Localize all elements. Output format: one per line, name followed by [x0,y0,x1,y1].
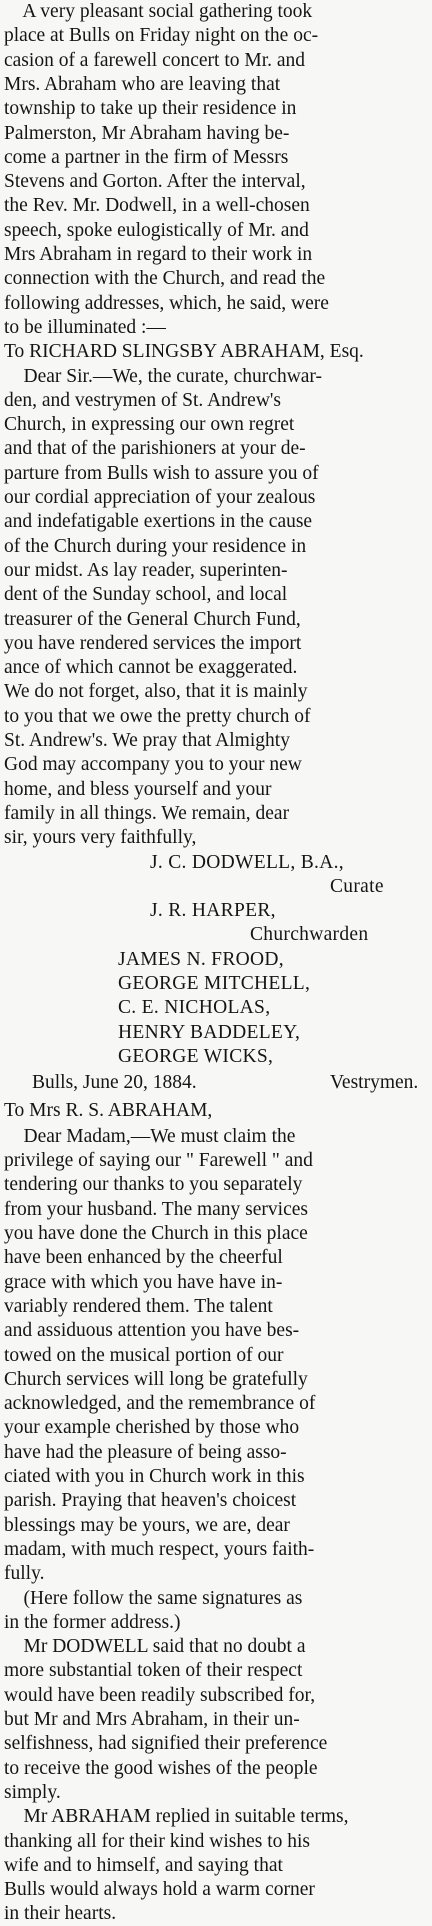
article-line: and indefatigable exertions in the cause [4,511,313,533]
article-line: place at Bulls on Friday night on the oc- [4,25,319,47]
article-line: in their hearts. [4,1903,117,1925]
article-line: acknowledged, and the remembrance of [4,1393,316,1415]
article-line: our cordial appreciation of your zealous [4,487,316,508]
article-line: ciated with you in Church work in this [4,1466,305,1487]
article-line: have been enhanced by the cheerful [4,1247,283,1269]
article-line: Mrs. Abraham who are leaving that [4,73,281,95]
article-line: come a partner in the firm of Messrs [4,146,289,168]
article-line: Mr ABRAHAM replied in suitable terms, [4,1806,349,1828]
article-line: (Here follow the same signatures as [4,1587,303,1609]
article-line: selfishness, had signified their preference [4,1733,328,1755]
article-line: Palmerston, Mr Abraham having be- [4,122,290,144]
article-line: and assiduous attention you have bes- [4,1320,300,1342]
article-line: A very pleasant social gathering took [4,1,313,22]
article-line: God may accompany you to your new [4,754,302,776]
article-line: Mr DODWELL said that no doubt a [4,1636,306,1658]
article-line: have had the pleasure of being asso- [4,1441,287,1463]
signature-line: GEORGE MITCHELL, [118,973,311,994]
signature-line: Curate [330,875,384,897]
signature-line: J. C. DODWELL, B.A., [150,851,344,873]
article-line: family in all things. We remain, dear [4,802,290,824]
signature-line: J. R. HARPER, [150,900,276,922]
article-line: variably rendered them. The talent [4,1295,273,1317]
article-line: to you that we owe the pretty church of [4,705,311,727]
article-line: of the Church during your residence in [4,535,307,557]
article-line: towed on the musical portion of our [4,1344,284,1366]
article-line: you have rendered services the import [4,632,302,654]
article-line: Church services will long be gratefully [4,1368,308,1390]
article-line: To RICHARD SLINGSBY ABRAHAM, Esq. [4,341,364,363]
article-line: sir, yours very faithfully, [4,827,197,849]
article-line: grace with which you have have in- [4,1271,283,1293]
signature-line: HENRY BADDELEY, [118,1021,301,1043]
article-line: St. Andrew's. We pray that Almighty [4,730,290,751]
article-line: Dear Madam,—We must claim the [4,1125,296,1147]
article-line: fully. [4,1563,45,1585]
article-line: parish. Praying that heaven's choicest [4,1490,297,1512]
article-line: home, and bless yourself and your [4,778,272,800]
article-line: privilege of saying our " Farewell " and [4,1150,313,1172]
salutation-heading: To Mrs R. S. ABRAHAM, [4,1099,213,1121]
article-line: speech, spoke eulogistically of Mr. and [4,219,309,241]
article-line: wife and to himself, and saying that [4,1854,283,1876]
article-line: you have done the Church in this place [4,1223,308,1244]
signature-line: GEORGE WICKS, [118,1045,274,1067]
article-line: Dear Sir.—We, the curate, churchwar- [4,365,323,387]
article-line: your example cherished by those who [4,1417,300,1439]
article-line: to receive the good wishes of the people [4,1757,318,1779]
article-line: from your husband. The many services [4,1198,308,1220]
article-line: would have been readily subscribed for, [4,1684,316,1706]
dateline: Bulls, June 20, 1884. [32,1072,197,1094]
article-line: and that of the parishioners at your de- [4,438,306,460]
article-line: casion of a farewell concert to Mr. and [4,49,306,71]
article-line: following addresses, which, he said, were [4,292,329,314]
article-line: dent of the Sunday school, and local [4,584,288,606]
article-line: thanking all for their kind wishes to his [4,1830,311,1852]
article-line: den, and vestrymen of St. Andrew's [4,389,282,411]
article-line: tendering our thanks to you separately [4,1174,303,1196]
article-line: simply. [4,1781,61,1803]
signature-line: JAMES N. FROOD, [118,948,284,970]
vestrymen-label: Vestrymen. [330,1072,419,1094]
article-line: the Rev. Mr. Dodwell, in a well-chosen [4,195,310,217]
article-line: ance of which cannot be exaggerated. [4,657,298,679]
article-line: Mrs Abraham in regard to their work in [4,244,313,265]
article-line: our midst. As lay reader, superinten- [4,559,288,581]
article-line: Church, in expressing our own regret [4,414,295,436]
article-line: in the former address.) [4,1611,181,1633]
article-line: treasurer of the General Church Fund, [4,608,301,630]
signature-line: Churchwarden [250,924,369,946]
article-line: more substantial token of their respect [4,1660,303,1682]
article-line: We do not forget, also, that it is mainly [4,681,308,703]
article-line: parture from Bulls wish to assure you of [4,462,319,484]
article-line: to be illuminated :— [4,316,166,338]
article-line: connection with the Church, and read the [4,268,326,290]
article-line: Stevens and Gorton. After the interval, [4,171,306,193]
article-line: Bulls would always hold a warm corner [4,1879,315,1901]
article-line: madam, with much respect, yours faith- [4,1538,315,1560]
article-line: township to take up their residence in [4,98,297,120]
article-line: blessings may be yours, we are, dear [4,1514,290,1536]
signature-line: C. E. NICHOLAS, [118,997,271,1019]
article-line: but Mr and Mrs Abraham, in their un- [4,1709,300,1730]
